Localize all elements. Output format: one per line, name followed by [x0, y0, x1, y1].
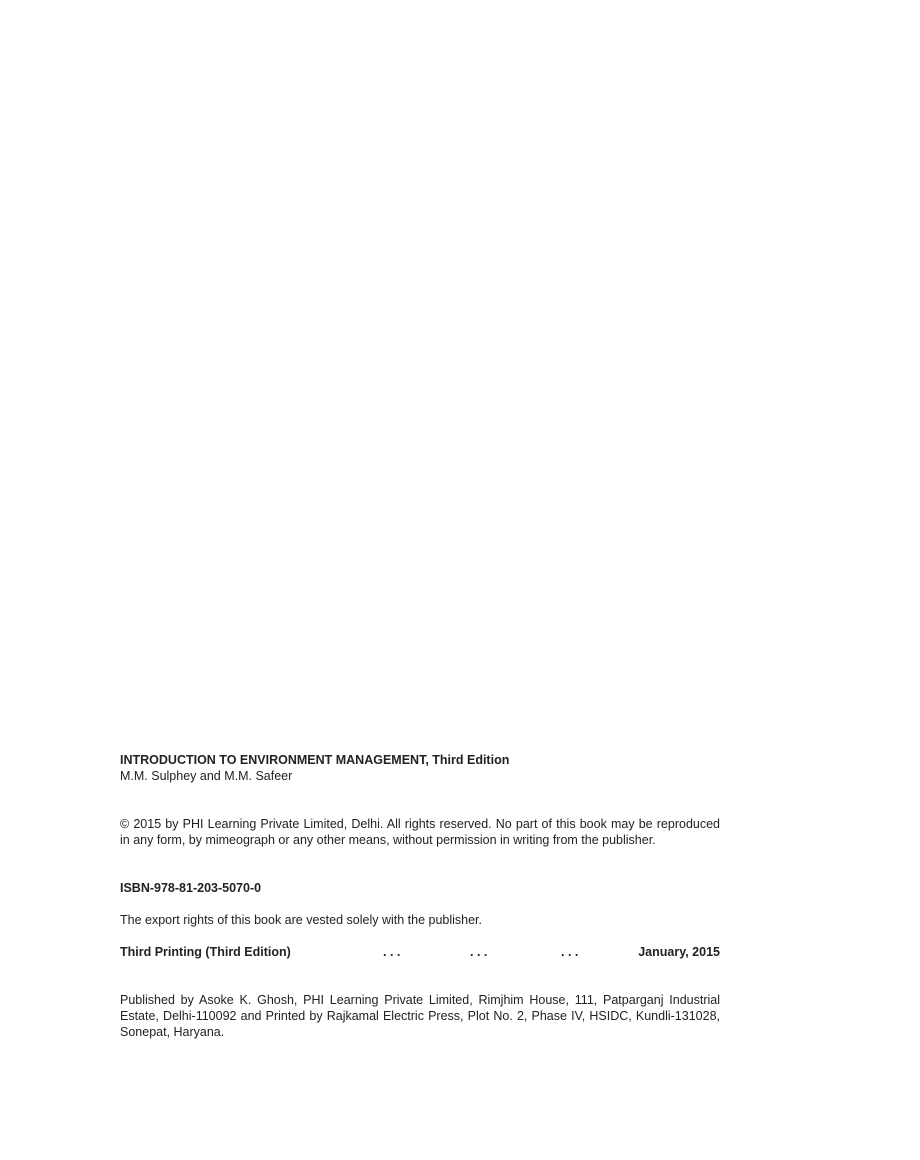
printing-dots-1: . . . [383, 945, 401, 959]
isbn: ISBN-978-81-203-5070-0 [120, 881, 262, 895]
publisher-note: Published by Asoke K. Ghosh, PHI Learning Private Limited, Rimjhim House, 111, Patparganj Industrial Estate, Delhi-110092 and Printed by Rajkamal Electric Press, Plot No. 2, Phase IV, HSIDC, Kundli-131028, Sonepat, Haryana. [120, 993, 720, 1039]
export-rights: The export rights of this book are vested solely with the publisher. [120, 913, 482, 927]
printing-dots-3: . . . [561, 945, 579, 959]
printing-line [120, 944, 720, 960]
book-title: INTRODUCTION TO ENVIRONMENT MANAGEMENT, Third Edition [120, 753, 510, 767]
printing-dots-2: . . . [470, 945, 488, 959]
book-authors: M.M. Sulphey and M.M. Safeer [120, 769, 293, 783]
printing-label: Third Printing (Third Edition) [120, 945, 291, 959]
printing-date: January, 2015 [638, 945, 720, 959]
title-block [120, 752, 720, 784]
copyright-notice: © 2015 by PHI Learning Private Limited, Delhi. All rights reserved. No part of this book may be reproduced in any form, by mimeograph or any other means, without permission in writing from the publisher. [120, 817, 720, 847]
